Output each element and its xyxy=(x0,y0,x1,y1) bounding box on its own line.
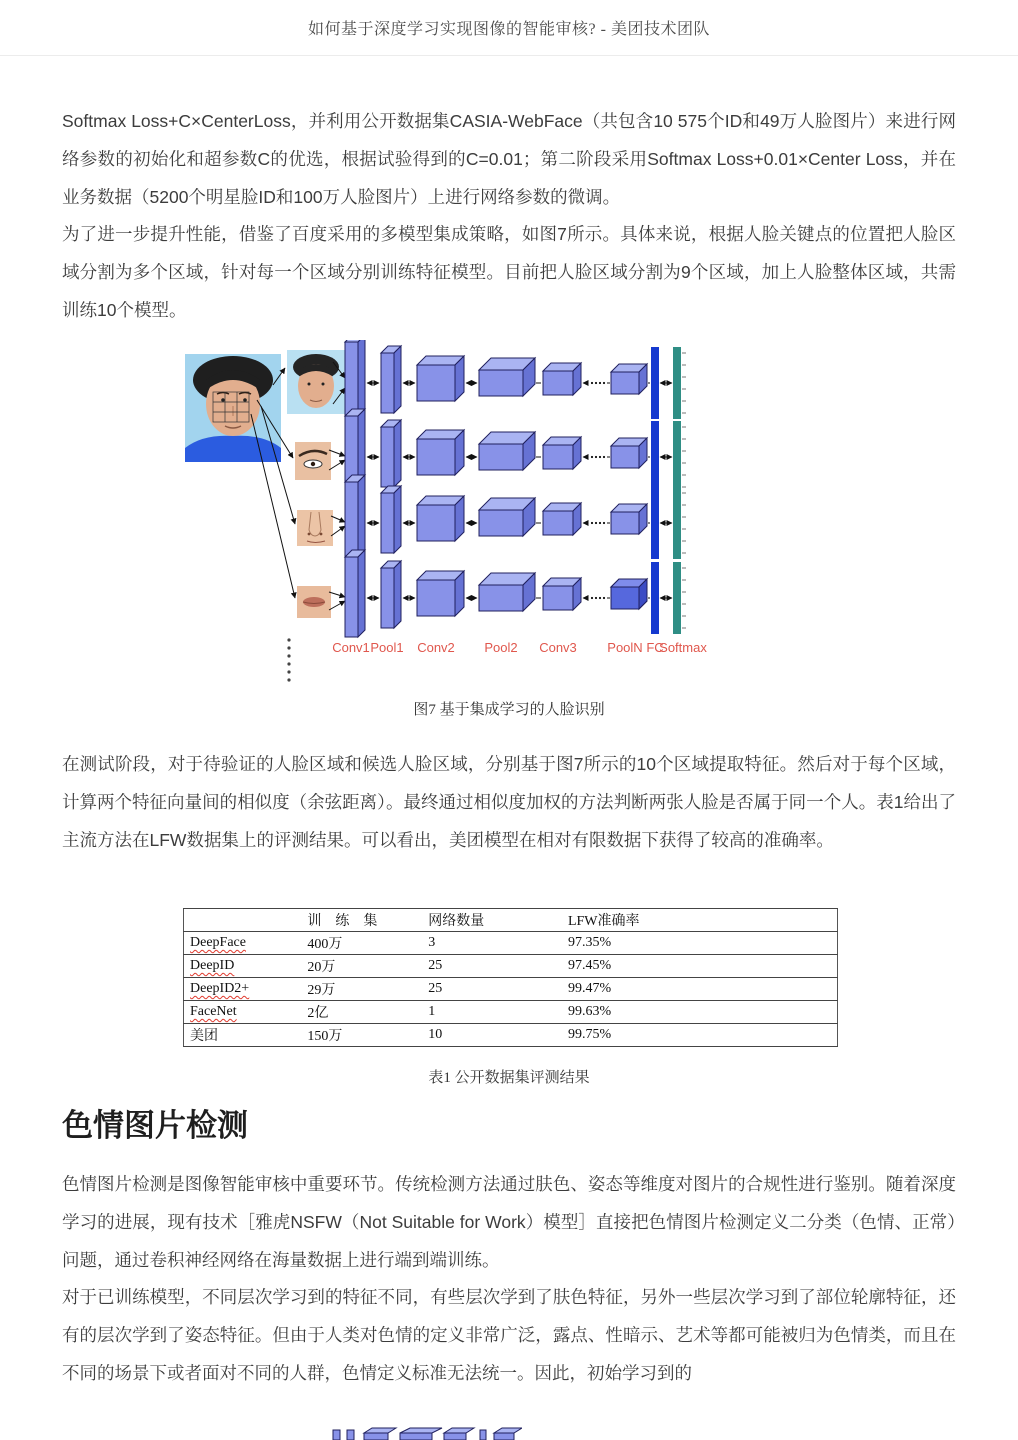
label-pool2: Pool2 xyxy=(484,640,518,655)
figure7-svg xyxy=(183,340,711,693)
label-pool1: Pool1 xyxy=(370,640,404,655)
networks-value: 25 xyxy=(420,955,560,978)
face-crop-image xyxy=(287,350,345,414)
method-name: DeepID xyxy=(190,958,235,973)
main-photo-image xyxy=(185,354,281,462)
page-header xyxy=(0,0,1018,56)
networks-value: 3 xyxy=(420,932,560,955)
paragraph: 在测试阶段，对于待验证的人脸区域和候选人脸区域，分别基于图7所示的10个区域提取特征。然后对于每个区域，计算两个特征向量间的相似度（余弦距离）。最终通过相似度加权的方法判断两张人脸是否属于同一个人。表1给出了主流方法在LFW数据集上的评测结果。可以看出，美团模型在相对有限数据下获得了较高的准确率。 xyxy=(62,754,956,850)
page-title: 如何基于深度学习实现图像的智能审核? - 美团技术团队 xyxy=(308,21,710,38)
header-accuracy: LFW准确率 xyxy=(560,909,838,932)
accuracy-value: 97.35% xyxy=(560,932,838,955)
header-trainset: 训 练 集 xyxy=(295,909,420,932)
trainset-value: 400万 xyxy=(295,932,420,955)
layer-labels xyxy=(332,640,707,655)
method-name: FaceNet xyxy=(190,1004,237,1019)
mouth-crop-image xyxy=(297,586,331,618)
cnn-pipeline-row xyxy=(345,340,686,422)
accuracy-value: 97.45% xyxy=(560,955,838,978)
label-fc: FC xyxy=(646,640,664,655)
label-conv3: Conv3 xyxy=(539,640,577,655)
table1-caption: 表1 公开数据集评测结果 xyxy=(428,1070,590,1086)
networks-value: 25 xyxy=(420,978,560,1001)
table-row xyxy=(184,1001,838,1024)
trainset-value: 2亿 xyxy=(295,1001,420,1024)
accuracy-value: 99.75% xyxy=(560,1024,838,1047)
label-pooln: PoolN xyxy=(607,640,643,655)
paragraph: 色情图片检测是图像智能审核中重要环节。传统检测方法通过肤色、姿态等维度对图片的合规性进行鉴别。随着深度学习的进展，现有技术［雅虎NSFW（Not Suitable for Work）模型］直接把色情图片检测定义二分类（色情、正常）问题，通过卷积神经网络在海量数据上进行端到端训练。 xyxy=(62,1174,956,1270)
table-header-row xyxy=(184,909,838,932)
figure7-diagram xyxy=(183,340,711,693)
header-method xyxy=(184,909,296,932)
accuracy-value: 99.47% xyxy=(560,978,838,1001)
networks-value: 10 xyxy=(420,1024,560,1047)
method-name: DeepFace xyxy=(190,935,246,950)
label-softmax: Softmax xyxy=(659,640,707,655)
label-conv1: Conv1 xyxy=(332,640,370,655)
table-row xyxy=(184,978,838,1001)
figure7-caption: 图7 基于集成学习的人脸识别 xyxy=(413,702,605,718)
method-name: DeepID2+ xyxy=(190,981,250,996)
paragraph: Softmax Loss+C×CenterLoss，并利用公开数据集CASIA-WebFace（共包含10 575个ID和49万人脸图片）来进行网络参数的初始化和超参数C的优选，根据试验得到的C=0.01；第二阶段采用Softmax Loss+0.01×Center Loss，并在业务数据（5200个明星脸ID和100万人脸图片）上进行网络参数的微调。 xyxy=(62,111,956,207)
nose-crop-image xyxy=(297,510,333,546)
header-networks: 网络数量 xyxy=(420,909,560,932)
table-row xyxy=(184,932,838,955)
trainset-value: 20万 xyxy=(295,955,420,978)
results-table xyxy=(183,908,838,1047)
trainset-value: 150万 xyxy=(295,1024,420,1047)
trainset-value: 29万 xyxy=(295,978,420,1001)
figure8-fragment xyxy=(332,1427,522,1440)
networks-value: 1 xyxy=(420,1001,560,1024)
table-row xyxy=(184,1024,838,1047)
method-name: 美团 xyxy=(190,1029,218,1044)
label-conv2: Conv2 xyxy=(417,640,455,655)
cnn-pipeline-row xyxy=(345,409,686,496)
cnn-pipeline-row xyxy=(345,475,686,562)
accuracy-value: 99.63% xyxy=(560,1001,838,1024)
paragraph: 对于已训练模型，不同层次学习到的特征不同，有些层次学到了肤色特征，另外一些层次学习到了部位轮廓特征，还有的层次学到了姿态特征。但由于人类对色情的定义非常广泛，露点、性暗示、艺术等都可能被归为色情类，而且在不同的场景下或者面对不同的人群，色情定义标准无法统一。因此，初始学习到的 xyxy=(62,1287,956,1383)
paragraph: 为了进一步提升性能，借鉴了百度采用的多模型集成策略，如图7所示。具体来说，根据人脸关键点的位置把人脸区域分割为多个区域，针对每一个区域分别训练特征模型。目前把人脸区域分割为9个区域，加上人脸整体区域，共需训练10个模型。 xyxy=(62,224,956,320)
pooln-dark-cube xyxy=(611,579,647,609)
section-heading: 色情图片检测 xyxy=(62,1108,248,1143)
table-row xyxy=(184,955,838,978)
eye-crop-image xyxy=(295,442,331,480)
more-rows-ellipsis xyxy=(287,638,290,681)
